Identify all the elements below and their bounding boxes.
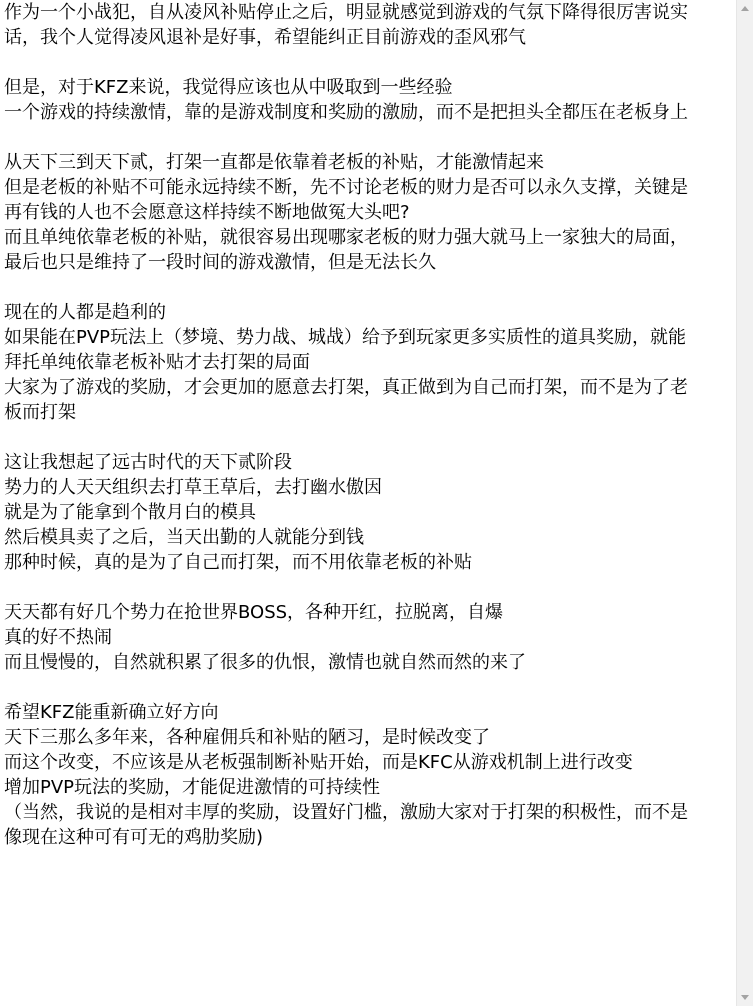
- paragraph-gap: [4, 575, 730, 600]
- text-line: 天下三那么多年来，各种雇佣兵和补贴的陋习，是时候改变了: [4, 727, 490, 748]
- scroll-down-button[interactable]: [737, 989, 753, 1006]
- arrow-up-icon: [741, 6, 749, 11]
- text-line: 一个游戏的持续激情，靠的是游戏制度和奖励的激励，而不是把担头全都压在老板身上: [4, 102, 688, 123]
- text-line: 然后模具卖了之后，当天出勤的人就能分到钱: [4, 527, 364, 548]
- paragraph-gap: [4, 275, 730, 300]
- text-line: 但是，对于KFZ来说，我觉得应该也从中吸取到一些经验: [4, 77, 453, 98]
- text-line: 那种时候，真的是为了自己而打架，而不用依靠老板的补贴: [4, 552, 472, 573]
- text-line: 像现在这种可有可无的鸡肋奖励): [4, 827, 264, 848]
- text-line: 希望KFZ能重新确立好方向: [4, 702, 219, 723]
- paragraph-gap: [4, 50, 730, 75]
- text-line: 天天都有好几个势力在抢世界BOSS，各种开红，拉脱离，自爆: [4, 602, 504, 623]
- text-line: 拜托单纯依靠老板补贴才去打架的局面: [4, 352, 310, 373]
- text-line: 势力的人天天组织去打草王草后，去打幽水傲因: [4, 477, 382, 498]
- text-line: 最后也只是维持了一段时间的游戏激情，但是无法长久: [4, 252, 436, 273]
- text-line: 如果能在PVP玩法上（梦境、势力战、城战）给予到玩家更多实质性的道具奖励，就能: [4, 327, 687, 348]
- text-line: 而这个改变，不应该是从老板强制断补贴开始，而是KFC从游戏机制上进行改变: [4, 752, 633, 773]
- text-line: （当然，我说的是相对丰厚的奖励，设置好门槛，激励大家对于打架的积极性，而不是: [4, 802, 688, 823]
- arrow-down-icon: [741, 995, 749, 1000]
- text-line: 再有钱的人也不会愿意这样持续不断地做冤大头吧?: [4, 202, 410, 223]
- text-line: 现在的人都是趋利的: [4, 302, 166, 323]
- text-line: 而且慢慢的，自然就积累了很多的仇恨，激情也就自然而然的来了: [4, 652, 526, 673]
- text-line: 这让我想起了远古时代的天下贰阶段: [4, 452, 292, 473]
- scroll-up-button[interactable]: [737, 0, 753, 17]
- vertical-scrollbar[interactable]: [736, 0, 753, 1006]
- text-line: 真的好不热闹: [4, 627, 112, 648]
- text-line: 但是老板的补贴不可能永远持续不断，先不讨论老板的财力是否可以永久支撑，关键是: [4, 177, 688, 198]
- text-line: 板而打架: [4, 402, 76, 423]
- text-line: 话，我个人觉得凌风退补是好事，希望能纠正目前游戏的歪风邪气: [4, 27, 526, 48]
- text-line: 就是为了能拿到个散月白的模具: [4, 502, 256, 523]
- text-line: 而且单纯依靠老板的补贴，就很容易出现哪家老板的财力强大就马上一家独大的局面，: [4, 227, 688, 248]
- text-line: 增加PVP玩法的奖励，才能促进激情的可持续性: [4, 777, 381, 798]
- paragraph-gap: [4, 675, 730, 700]
- text-line: 从天下三到天下贰，打架一直都是依靠着老板的补贴，才能激情起来: [4, 152, 544, 173]
- paragraph-gap: [4, 125, 730, 150]
- text-line: 作为一个小战犯，自从凌风补贴停止之后，明显就感觉到游戏的气氛下降得很厉害说实: [4, 2, 688, 23]
- paragraph-gap: [4, 425, 730, 450]
- text-line: 大家为了游戏的奖励，才会更加的愿意去打架，真正做到为自己而打架，而不是为了老: [4, 377, 688, 398]
